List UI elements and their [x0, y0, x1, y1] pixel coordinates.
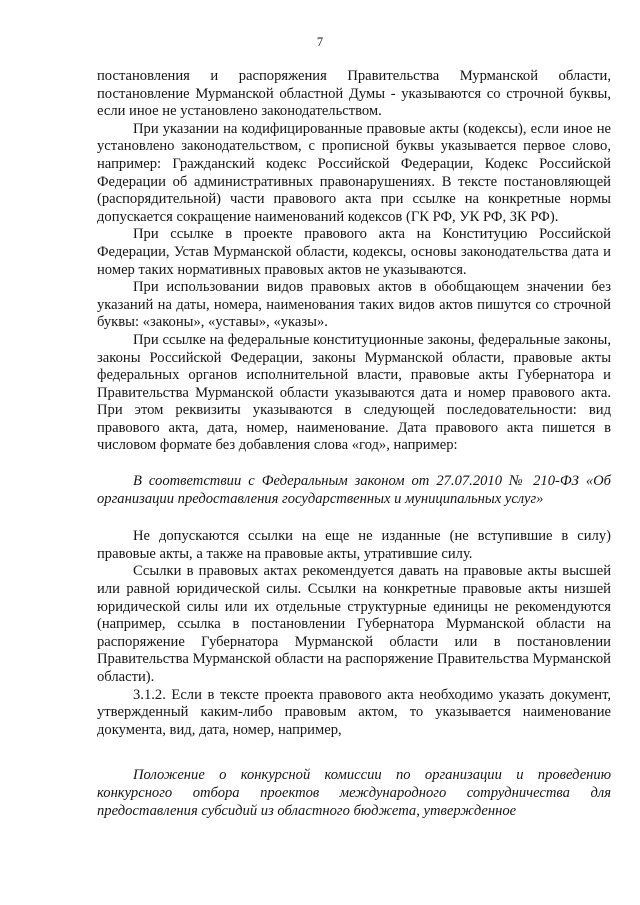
paragraph: При использовании видов правовых актов в обобщающем значении без указаний на даты, номера, наименования таких видов актов пишутся со строчной буквы: «законы», «уставы», «указы». [97, 279, 611, 331]
paragraph: При ссылке в проекте правового акта на Конституцию Российской Федерации, Устав Мурманской области, кодексы, основы законодательства дата и номер таких нормативных правовых актов не указываются. [97, 226, 611, 278]
paragraph: При указании на кодифицированные правовые акты (кодексы), если иное не установлено законодательством, с прописной буквы указывается первое слово, например: Гражданский кодекс Российской Федерации, Кодекс Российской Федерации об административных правонарушениях. В тексте постановляющей (распорядительной) части правового акта при ссылке на конкретные нормы допускается сокращение наименований кодексов (ГК РФ, УК РФ, ЗК РФ). [97, 120, 611, 225]
example-quote: В соответствии с Федеральным законом от 27.07.2010 № 210-ФЗ «Об организации предоставления государственных и муниципальных услуг» [97, 473, 611, 507]
paragraph: постановления и распоряжения Правительства Мурманской области, постановление Мурманской областной Думы - указываются со строчной буквы, если иное не установлено законодательством. [97, 68, 611, 120]
paragraph: 3.1.2. Если в тексте проекта правового акта необходимо указать документ, утвержденный каким-либо правовым актом, то указывается наименование документа, вид, дата, номер, например, [97, 686, 611, 738]
paragraph: Не допускаются ссылки на еще не изданные (не вступившие в силу) правовые акты, а также на правовые акты, утратившие силу. [97, 528, 611, 562]
page-number: 7 [316, 35, 324, 49]
example-quote: Положение о конкурсной комиссии по организации и проведению конкурсного отбора проектов международного сотрудничества для предоставления субсидий из областного бюджета, утвержденное [97, 767, 611, 819]
paragraph: Ссылки в правовых актах рекомендуется давать на правовые акты высшей или равной юридической силы. Ссылки на конкретные правовые акты низшей юридической силы или их отдельные структурные единицы не рекомендуются (например, ссылка в постановлении Губернатора Мурманской области на распоряжение Губернатора Мурманской области или в постановлении Правительства Мурманской области на распоряжение Правительства Мурманской области). [97, 563, 611, 685]
document-body [97, 68, 611, 820]
paragraph: При ссылке на федеральные конституционные законы, федеральные законы, законы Российской Федерации, законы Мурманской области, правовые акты федеральных органов исполнительной власти, правовые акты Губернатора и Правительства Мурманской области указываются дата и номер правового акта. При этом реквизиты указываются в следующей последовательности: вид правового акта, дата, номер, наименование. Дата правового акта пишется в числовом формате без добавления слова «год», например: [97, 331, 611, 454]
